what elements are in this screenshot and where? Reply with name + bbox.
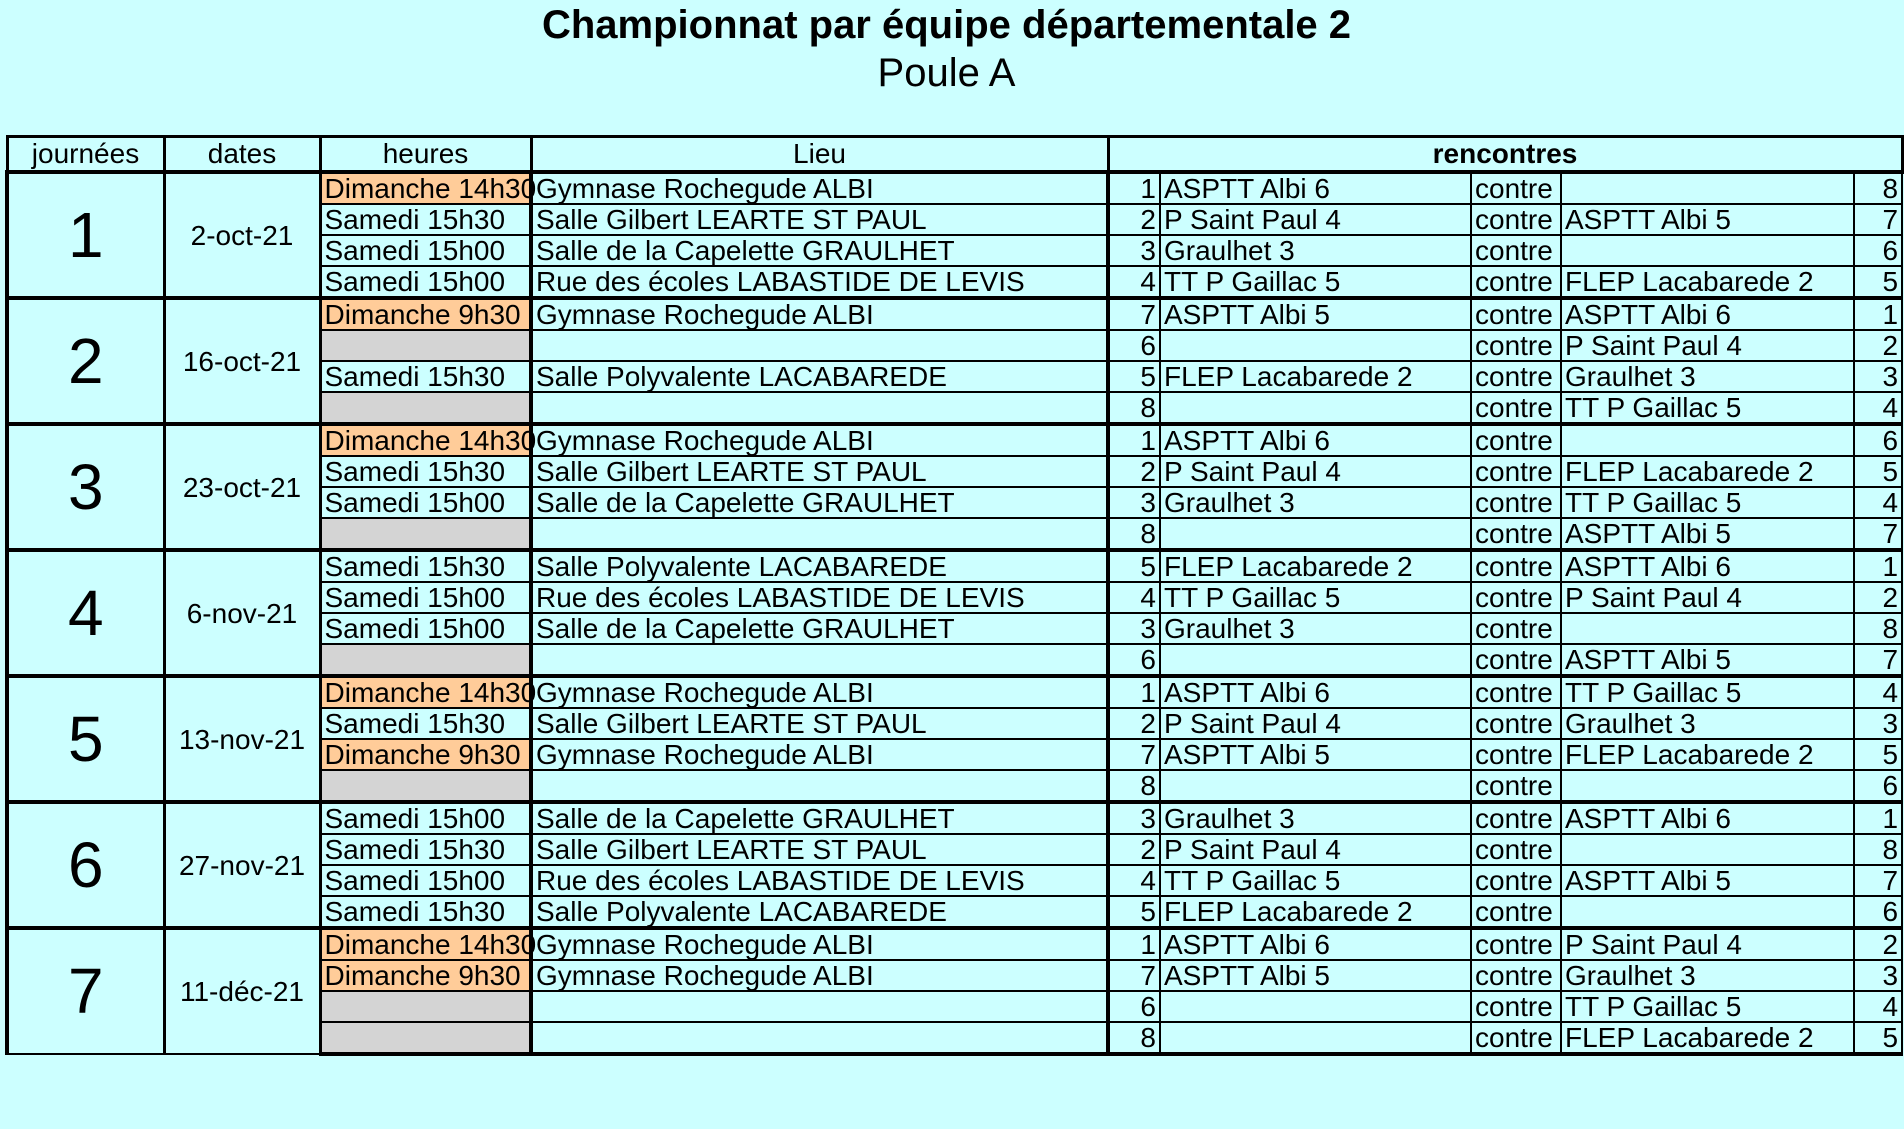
- home-team: FLEP Lacabarede 2: [1160, 361, 1471, 392]
- home-team: TT P Gaillac 5: [1160, 582, 1471, 613]
- away-team: FLEP Lacabarede 2: [1561, 1022, 1854, 1054]
- home-team-number: 8: [1108, 392, 1160, 424]
- home-team: [1160, 991, 1471, 1022]
- away-team-number: 3: [1854, 960, 1902, 991]
- away-team: ASPTT Albi 5: [1561, 865, 1854, 896]
- round-date: 2-oct-21: [164, 172, 320, 298]
- home-team-number: 7: [1108, 739, 1160, 770]
- round-date: 23-oct-21: [164, 424, 320, 550]
- away-team-number: 4: [1854, 991, 1902, 1022]
- away-team: Graulhet 3: [1561, 361, 1854, 392]
- home-team-number: 2: [1108, 204, 1160, 235]
- home-team: ASPTT Albi 5: [1160, 960, 1471, 991]
- home-team: [1160, 1022, 1471, 1054]
- home-team: [1160, 330, 1471, 361]
- away-team-number: 3: [1854, 708, 1902, 739]
- home-team: Graulhet 3: [1160, 487, 1471, 518]
- home-team: [1160, 644, 1471, 676]
- journee-number: 7: [7, 928, 164, 1054]
- match-time: Samedi 15h00: [320, 235, 531, 266]
- match-time: Samedi 15h00: [320, 802, 531, 834]
- away-team-number: 4: [1854, 676, 1902, 708]
- versus-label: contre: [1471, 550, 1561, 582]
- home-team: P Saint Paul 4: [1160, 834, 1471, 865]
- versus-label: contre: [1471, 802, 1561, 834]
- away-team: TT P Gaillac 5: [1561, 991, 1854, 1022]
- away-team-number: 6: [1854, 424, 1902, 456]
- match-time: [320, 1022, 531, 1054]
- match-time: Samedi 15h00: [320, 266, 531, 298]
- match-row: [7, 550, 1902, 582]
- versus-label: contre: [1471, 739, 1561, 770]
- match-time: [320, 392, 531, 424]
- home-team-number: 6: [1108, 991, 1160, 1022]
- match-venue: [531, 392, 1108, 424]
- schedule-body: [7, 172, 1902, 1054]
- match-venue: Salle Gilbert LEARTE ST PAUL: [531, 204, 1108, 235]
- away-team: ASPTT Albi 6: [1561, 298, 1854, 330]
- match-time: Dimanche 14h30: [320, 676, 531, 708]
- home-team-number: 2: [1108, 708, 1160, 739]
- round-date: 16-oct-21: [164, 298, 320, 424]
- away-team: [1561, 770, 1854, 802]
- match-venue: Salle de la Capelette GRAULHET: [531, 487, 1108, 518]
- home-team: P Saint Paul 4: [1160, 456, 1471, 487]
- home-team: FLEP Lacabarede 2: [1160, 550, 1471, 582]
- away-team: ASPTT Albi 6: [1561, 550, 1854, 582]
- home-team: ASPTT Albi 5: [1160, 739, 1471, 770]
- match-time: Samedi 15h30: [320, 456, 531, 487]
- away-team: FLEP Lacabarede 2: [1561, 456, 1854, 487]
- versus-label: contre: [1471, 644, 1561, 676]
- away-team-number: 5: [1854, 1022, 1902, 1054]
- match-time: Samedi 15h30: [320, 834, 531, 865]
- header-dates: dates: [164, 137, 320, 173]
- home-team: FLEP Lacabarede 2: [1160, 896, 1471, 928]
- versus-label: contre: [1471, 204, 1561, 235]
- home-team-number: 1: [1108, 172, 1160, 204]
- home-team-number: 4: [1108, 582, 1160, 613]
- away-team-number: 5: [1854, 739, 1902, 770]
- home-team: TT P Gaillac 5: [1160, 865, 1471, 896]
- match-venue: Gymnase Rochegude ALBI: [531, 676, 1108, 708]
- away-team-number: 3: [1854, 361, 1902, 392]
- match-time: Dimanche 14h30: [320, 172, 531, 204]
- home-team: ASPTT Albi 6: [1160, 172, 1471, 204]
- match-venue: Salle Polyvalente LACABAREDE: [531, 550, 1108, 582]
- match-venue: Gymnase Rochegude ALBI: [531, 960, 1108, 991]
- match-venue: Rue des écoles LABASTIDE DE LEVIS: [531, 266, 1108, 298]
- match-venue: [531, 644, 1108, 676]
- away-team: [1561, 896, 1854, 928]
- round-date: 13-nov-21: [164, 676, 320, 802]
- match-venue: [531, 991, 1108, 1022]
- home-team-number: 3: [1108, 235, 1160, 266]
- away-team-number: 5: [1854, 456, 1902, 487]
- home-team-number: 2: [1108, 456, 1160, 487]
- match-time: Samedi 15h30: [320, 550, 531, 582]
- home-team: P Saint Paul 4: [1160, 204, 1471, 235]
- header-row: [7, 137, 1902, 173]
- match-venue: Gymnase Rochegude ALBI: [531, 172, 1108, 204]
- match-venue: [531, 770, 1108, 802]
- match-time: [320, 644, 531, 676]
- away-team: Graulhet 3: [1561, 708, 1854, 739]
- versus-label: contre: [1471, 487, 1561, 518]
- page-title: Championnat par équipe départementale 2: [541, 3, 1352, 47]
- versus-label: contre: [1471, 330, 1561, 361]
- match-time: Samedi 15h00: [320, 582, 531, 613]
- match-venue: Gymnase Rochegude ALBI: [531, 739, 1108, 770]
- match-venue: Salle de la Capelette GRAULHET: [531, 613, 1108, 644]
- away-team: TT P Gaillac 5: [1561, 392, 1854, 424]
- away-team: [1561, 235, 1854, 266]
- away-team: ASPTT Albi 5: [1561, 518, 1854, 550]
- match-venue: Salle Gilbert LEARTE ST PAUL: [531, 834, 1108, 865]
- away-team-number: 8: [1854, 613, 1902, 644]
- versus-label: contre: [1471, 456, 1561, 487]
- home-team-number: 1: [1108, 676, 1160, 708]
- away-team: P Saint Paul 4: [1561, 928, 1854, 960]
- home-team-number: 2: [1108, 834, 1160, 865]
- away-team-number: 2: [1854, 928, 1902, 960]
- journee-number: 5: [7, 676, 164, 802]
- match-venue: [531, 1022, 1108, 1054]
- away-team-number: 4: [1854, 392, 1902, 424]
- away-team-number: 4: [1854, 487, 1902, 518]
- away-team: FLEP Lacabarede 2: [1561, 266, 1854, 298]
- home-team-number: 7: [1108, 960, 1160, 991]
- versus-label: contre: [1471, 424, 1561, 456]
- match-venue: [531, 330, 1108, 361]
- match-time: Dimanche 9h30: [320, 739, 531, 770]
- versus-label: contre: [1471, 676, 1561, 708]
- journee-number: 3: [7, 424, 164, 550]
- versus-label: contre: [1471, 1022, 1561, 1054]
- home-team-number: 5: [1108, 896, 1160, 928]
- match-time: Samedi 15h00: [320, 613, 531, 644]
- away-team-number: 8: [1854, 172, 1902, 204]
- header-heures: heures: [320, 137, 531, 173]
- match-venue: Gymnase Rochegude ALBI: [531, 298, 1108, 330]
- home-team: Graulhet 3: [1160, 613, 1471, 644]
- away-team: FLEP Lacabarede 2: [1561, 739, 1854, 770]
- away-team: [1561, 424, 1854, 456]
- match-time: Dimanche 14h30: [320, 928, 531, 960]
- away-team: ASPTT Albi 5: [1561, 644, 1854, 676]
- match-venue: Salle de la Capelette GRAULHET: [531, 802, 1108, 834]
- journee-number: 6: [7, 802, 164, 928]
- away-team-number: 7: [1854, 518, 1902, 550]
- match-time: [320, 770, 531, 802]
- journee-number: 1: [7, 172, 164, 298]
- match-venue: Gymnase Rochegude ALBI: [531, 928, 1108, 960]
- away-team-number: 8: [1854, 834, 1902, 865]
- versus-label: contre: [1471, 361, 1561, 392]
- match-time: [320, 518, 531, 550]
- match-venue: Salle Gilbert LEARTE ST PAUL: [531, 456, 1108, 487]
- match-time: Samedi 15h30: [320, 708, 531, 739]
- home-team-number: 5: [1108, 550, 1160, 582]
- home-team: P Saint Paul 4: [1160, 708, 1471, 739]
- match-time: Dimanche 9h30: [320, 298, 531, 330]
- match-time: [320, 330, 531, 361]
- away-team-number: 1: [1854, 550, 1902, 582]
- away-team: [1561, 834, 1854, 865]
- versus-label: contre: [1471, 708, 1561, 739]
- versus-label: contre: [1471, 896, 1561, 928]
- home-team: Graulhet 3: [1160, 802, 1471, 834]
- away-team: TT P Gaillac 5: [1561, 676, 1854, 708]
- round-date: 11-déc-21: [164, 928, 320, 1054]
- match-venue: Rue des écoles LABASTIDE DE LEVIS: [531, 865, 1108, 896]
- versus-label: contre: [1471, 392, 1561, 424]
- home-team: ASPTT Albi 5: [1160, 298, 1471, 330]
- away-team-number: 6: [1854, 235, 1902, 266]
- versus-label: contre: [1471, 865, 1561, 896]
- home-team: Graulhet 3: [1160, 235, 1471, 266]
- match-time: Samedi 15h30: [320, 896, 531, 928]
- match-venue: Salle Gilbert LEARTE ST PAUL: [531, 708, 1108, 739]
- match-row: [7, 424, 1902, 456]
- home-team-number: 3: [1108, 487, 1160, 518]
- match-time: Dimanche 14h30: [320, 424, 531, 456]
- match-time: Samedi 15h00: [320, 865, 531, 896]
- match-row: [7, 802, 1902, 834]
- away-team: Graulhet 3: [1561, 960, 1854, 991]
- away-team: ASPTT Albi 5: [1561, 204, 1854, 235]
- journee-number: 2: [7, 298, 164, 424]
- match-venue: Salle Polyvalente LACABAREDE: [531, 361, 1108, 392]
- away-team-number: 7: [1854, 644, 1902, 676]
- header-journees: journées: [7, 137, 164, 173]
- away-team-number: 1: [1854, 802, 1902, 834]
- versus-label: contre: [1471, 613, 1561, 644]
- away-team-number: 6: [1854, 896, 1902, 928]
- away-team: [1561, 172, 1854, 204]
- match-time: Samedi 15h30: [320, 361, 531, 392]
- away-team-number: 2: [1854, 582, 1902, 613]
- versus-label: contre: [1471, 266, 1561, 298]
- header-lieu: Lieu: [531, 137, 1108, 173]
- home-team-number: 8: [1108, 1022, 1160, 1054]
- match-venue: Salle Polyvalente LACABAREDE: [531, 896, 1108, 928]
- versus-label: contre: [1471, 928, 1561, 960]
- journee-number: 4: [7, 550, 164, 676]
- match-row: [7, 928, 1902, 960]
- home-team-number: 3: [1108, 613, 1160, 644]
- away-team-number: 6: [1854, 770, 1902, 802]
- home-team-number: 6: [1108, 330, 1160, 361]
- match-venue: Salle de la Capelette GRAULHET: [531, 235, 1108, 266]
- match-venue: [531, 518, 1108, 550]
- home-team-number: 8: [1108, 518, 1160, 550]
- home-team-number: 1: [1108, 928, 1160, 960]
- away-team: [1561, 613, 1854, 644]
- home-team-number: 4: [1108, 865, 1160, 896]
- away-team: P Saint Paul 4: [1561, 330, 1854, 361]
- match-venue: Gymnase Rochegude ALBI: [531, 424, 1108, 456]
- away-team-number: 7: [1854, 865, 1902, 896]
- home-team-number: 3: [1108, 802, 1160, 834]
- home-team: [1160, 518, 1471, 550]
- versus-label: contre: [1471, 770, 1561, 802]
- home-team-number: 8: [1108, 770, 1160, 802]
- away-team-number: 2: [1854, 330, 1902, 361]
- match-time: Dimanche 9h30: [320, 960, 531, 991]
- versus-label: contre: [1471, 582, 1561, 613]
- match-time: [320, 991, 531, 1022]
- home-team-number: 5: [1108, 361, 1160, 392]
- versus-label: contre: [1471, 834, 1561, 865]
- away-team-number: 5: [1854, 266, 1902, 298]
- versus-label: contre: [1471, 172, 1561, 204]
- away-team: ASPTT Albi 6: [1561, 802, 1854, 834]
- versus-label: contre: [1471, 235, 1561, 266]
- match-time: Samedi 15h30: [320, 204, 531, 235]
- header-rencontres: rencontres: [1108, 137, 1902, 173]
- away-team-number: 7: [1854, 204, 1902, 235]
- home-team-number: 7: [1108, 298, 1160, 330]
- match-venue: Rue des écoles LABASTIDE DE LEVIS: [531, 582, 1108, 613]
- home-team: [1160, 770, 1471, 802]
- away-team: P Saint Paul 4: [1561, 582, 1854, 613]
- schedule-table: [5, 135, 1904, 1056]
- home-team: TT P Gaillac 5: [1160, 266, 1471, 298]
- versus-label: contre: [1471, 518, 1561, 550]
- match-row: [7, 298, 1902, 330]
- match-row: [7, 172, 1902, 204]
- versus-label: contre: [1471, 298, 1561, 330]
- versus-label: contre: [1471, 991, 1561, 1022]
- match-row: [7, 676, 1902, 708]
- home-team: ASPTT Albi 6: [1160, 928, 1471, 960]
- home-team-number: 1: [1108, 424, 1160, 456]
- match-time: Samedi 15h00: [320, 487, 531, 518]
- home-team: ASPTT Albi 6: [1160, 676, 1471, 708]
- round-date: 27-nov-21: [164, 802, 320, 928]
- home-team: ASPTT Albi 6: [1160, 424, 1471, 456]
- away-team: TT P Gaillac 5: [1561, 487, 1854, 518]
- page-subtitle: Poule A: [877, 51, 1016, 95]
- round-date: 6-nov-21: [164, 550, 320, 676]
- home-team-number: 6: [1108, 644, 1160, 676]
- home-team-number: 4: [1108, 266, 1160, 298]
- versus-label: contre: [1471, 960, 1561, 991]
- away-team-number: 1: [1854, 298, 1902, 330]
- home-team: [1160, 392, 1471, 424]
